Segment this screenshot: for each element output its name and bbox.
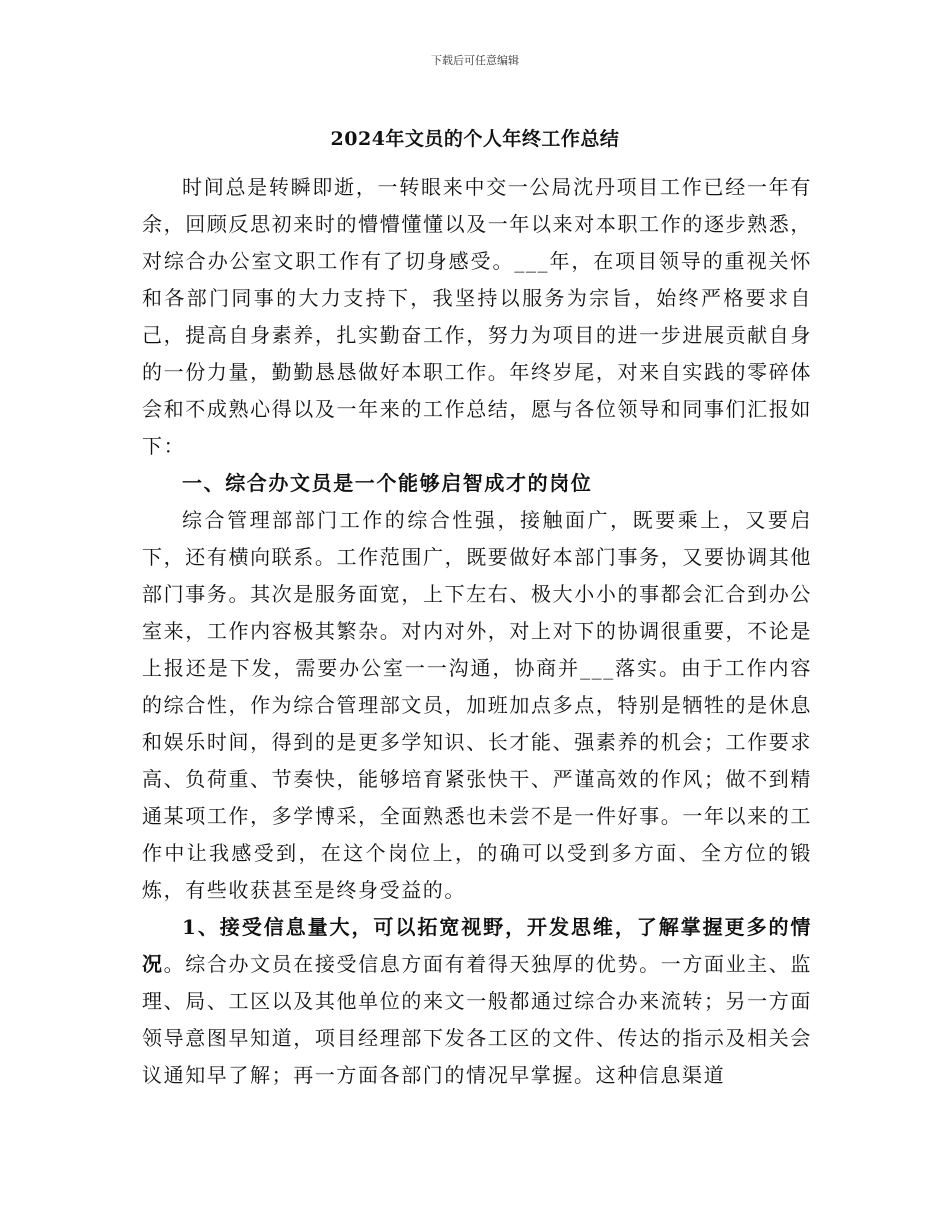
document-title: 2024年文员的个人年终工作总结 [330,128,620,150]
point-1-paragraph [142,909,812,1094]
section-heading-1: 一、综合办文员是一个能够启智成才的岗位 [182,471,593,495]
point-1-body: 。综合办文员在接受信息方面有着得天独厚的优势。一方面业主、监理、局、工区以及其他单位的来文一般都通过综合办来流转；另一方面领导意图早知道，项目经理部下发各工区的文件、传达的指示及相关会议通知早了解；再一方面各部门的情况早掌握。这种信息渠道 [142,952,813,1087]
page-header-note: 下载后可任意编辑 [431,54,519,67]
point-1-lead: 1、接受信息量大，可以拓宽视野，开发思维，了解掌握更多的情况 [142,915,812,976]
intro-paragraph: 时间总是转瞬即逝，一转眼来中交一公局沈丹项目工作已经一年有余，回顾反思初来时的懵懵懂懂以及一年以来对本职工作的逐步熟悉，对综合办公室文职工作有了切身感受。___年，在项目领导的重视关怀和各部门同事的大力支持下，我坚持以服务为宗旨，始终严格要求自己，提高自身素养，扎实勤奋工作，努力为项目的进一步进展贡献自身的一份力量，勤勤恳恳做好本职工作。年终岁尾，对来自实践的零碎体会和不成熟心得以及一年来的工作总结，愿与各位领导和同事们汇报如下： [142,175,812,458]
document-body [142,169,812,1094]
section-1-paragraph: 综合管理部部门工作的综合性强，接触面广，既要乘上，又要启下，还有横向联系。工作范围广，既要做好本部门事务，又要协调其他部门事务。其次是服务面宽，上下左右、极大小小的事都会汇合到办公室来，工作内容极其繁杂。对内对外，对上对下的协调很重要，不论是上报还是下发，需要办公室一一沟通，协商并___落实。由于工作内容的综合性，作为综合管理部文员，加班加点多点，特别是牺牲的是休息和娱乐时间，得到的是更多学知识、长才能、强素养的机会；工作要求高、负荷重、节奏快，能够培育紧张快干、严谨高效的作风；做不到精通某项工作，多学博采，全面熟悉也未尝不是一件好事。一年以来的工作中让我感受到，在这个岗位上，的确可以受到多方面、全方位的锻炼，有些收获甚至是终身受益的。 [142,508,812,902]
